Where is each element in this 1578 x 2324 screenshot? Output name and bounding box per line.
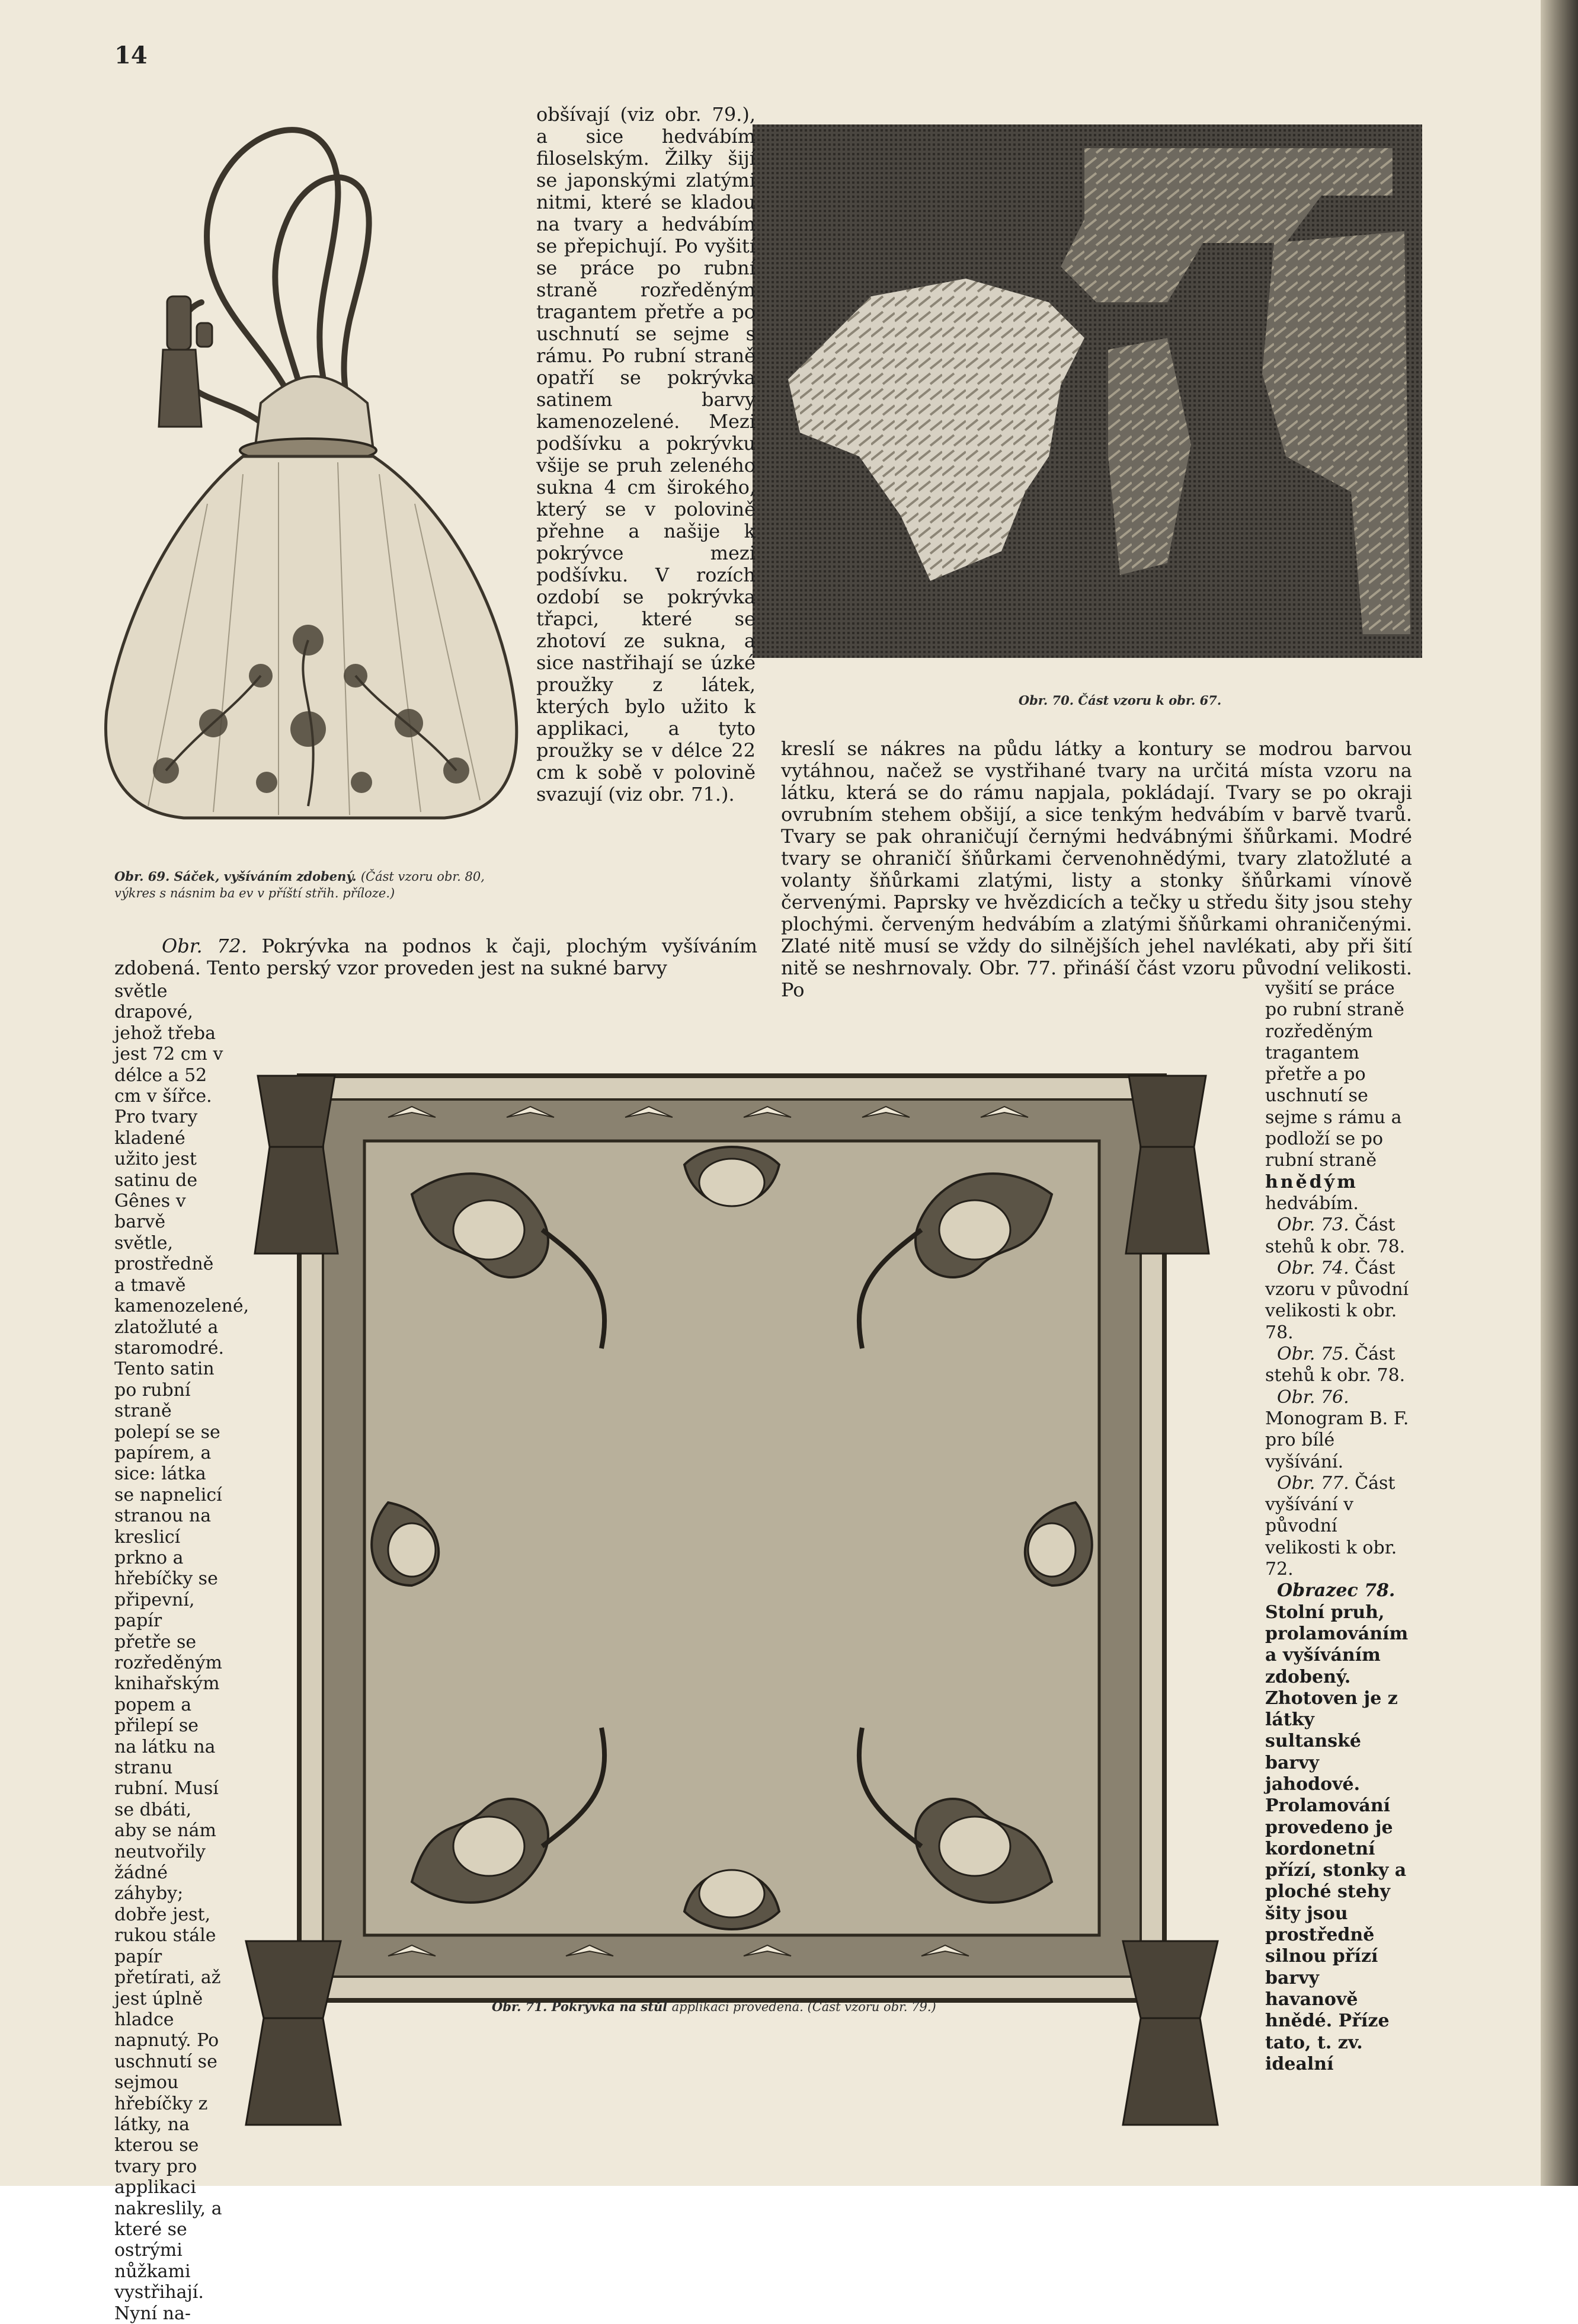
obr72-intro <box>114 935 757 979</box>
caption-obr71: Obr. 71. Pokrývka na stůl applikací provedená. (Část vzoru obr. 79.) <box>492 1999 936 2014</box>
text-column-left <box>114 981 249 2324</box>
figure-71-table-cover <box>234 1040 1230 2131</box>
obr78-description <box>1265 1580 1410 2075</box>
page-edge-shadow <box>1541 0 1578 2186</box>
paragraph-right-intro <box>1265 978 1410 1214</box>
list-item: Obr. 73. Část stehů k obr. 78. <box>1265 1214 1406 1257</box>
obr72-text: Pokrývka na podnos k čaji, plochým vyšíváním zdobená. Tento perský vzor proveden jest na sukné barvy <box>114 935 758 979</box>
page-number: 14 <box>114 41 148 69</box>
obr72-label: Obr. 72. <box>162 935 248 957</box>
list-item: Obr. 77. Část vyšívání v původní velikosti k obr. 72. <box>1265 1472 1397 1580</box>
obr78-text: Stolní pruh, prolamováním a vyšíváním zdobený. Zhotoven je z látky sultanské barvy jahodové. Prolamování provedeno je kordonetní přízí, stonky a ploché stehy šity jsou prostředně silnou přízí barvy havanově hnědé. Příze tato, t. zv. idealní <box>1265 1601 1409 2074</box>
paragraph-left-column: světle drapové, jehož třeba jest 72 cm v délce a 52 cm v šířce. Pro tvary kladené užito jest satinu de Gênes v barvě světle, prostředně a tmavě kamenozelené, zlatožluté a staromodré. Tento satin po rubní straně polepí se se papírem, a sice: látka se napnelicí stranou na kreslicí prkno a hřebíčky se připevní, papír přetře se rozředěným knihařským popem a přilepí se na látku na stranu rubní. Musí se dbáti, aby se nám neutvořily žádné záhyby; dobře jest, rukou stále papír přetírati, až jest úplně hladce napnutý. Po uschnutí se sejmou hřebíčky z látky, na kterou se tvary pro applikaci nakreslily, a které se ostrými nůžkami vystřihají. Nyní na- <box>114 981 249 2324</box>
caption-obr70: Obr. 70. Část vzoru k obr. 67. <box>1018 693 1222 708</box>
list-item: Obr. 75. Část stehů k obr. 78. <box>1265 1344 1406 1386</box>
obr78-label: Obrazec 78. <box>1277 1580 1395 1601</box>
text-column-right <box>1265 978 1410 2075</box>
figure-69-bag-illustration <box>113 119 521 836</box>
list-item: Obr. 76. Monogram B. F. pro bílé vyšívání. <box>1265 1386 1409 1472</box>
list-item: Obr. 74. Část vzoru v původní velikosti k obr. 78. <box>1265 1257 1409 1343</box>
right-intro-end: hedvábím. <box>1265 1193 1359 1214</box>
text-column-upper-right <box>781 738 1412 1001</box>
right-intro-spaced: hnědým <box>1265 1171 1358 1193</box>
figure-70-embroidery-closeup <box>753 124 1422 658</box>
caption-obr69: Obr. 69. Sáček, vyšíváním zdobený. (Část vzoru obr. 80, výkres s násnim ba ev v příští střih. příloze.) <box>114 869 485 900</box>
right-intro-text: vyšití se práce po rubní straně rozředěným tragantem přetře a po uschnutí se sejme s rámu a podloží se po rubní straně <box>1265 978 1404 1171</box>
paragraph-applique-instructions: kreslí se nákres na půdu látky a kontury se modrou barvou vytáhnou, načež se vystřihané tvary na určitá místa vzoru na látku, která se do rámu napjala, pokládají. Tvary se po okraji ovrubním stehem obšijí, a sice tenkým hedvábím v barvě tvarů. Tvary se pak ohraničují černými hedvábnými šňůrkami. Modré tvary se ohraničí šňůrkami červenohnědými, tvary zlatožluté a volanty šňůrkami zlatými, listy a stonky šňůrkami vínově červenými. Paprsky ve hvězdicích a tečky u středu šity jsou stehy plochými. červeným hedvábím a zlatými šňůrkami ohraničenými. Zlaté nitě musí se vždy do silnějších jehel navlékati, aby při šití nitě se neshrnovaly. Obr. 77. přináší část vzoru původní velikosti. Po <box>781 737 1412 1001</box>
text-column-upper-middle <box>536 104 756 805</box>
paragraph-bag-description: obšívají (viz obr. 79.), a sice hedvábím filoselským. Žilky šijí se japonskými zlatými nitmi, které se kladou na tvary a hedvábím se přepichují. Po vyšití se práce po rubní straně rozředěným tragantem přetře a po uschnutí se sejme s rámu. Po rubní straně opatří se pokrývka satinem barvy kamenozelené. Mezi podšívku a pokrývku všije se pruh zeleného sukna 4 cm širokého, který se v polovině přehne a našije k pokrývce mezi podšívku. V rozích ozdobí se pokrývka třapci, které se zhotoví ze sukna, a sice nastřihají se úzké proužky z látek, kterých bylo užito k applikaci, a tyto proužky se v délce 22 cm k sobě v polovině svazují (viz obr. 71.). <box>536 103 756 805</box>
